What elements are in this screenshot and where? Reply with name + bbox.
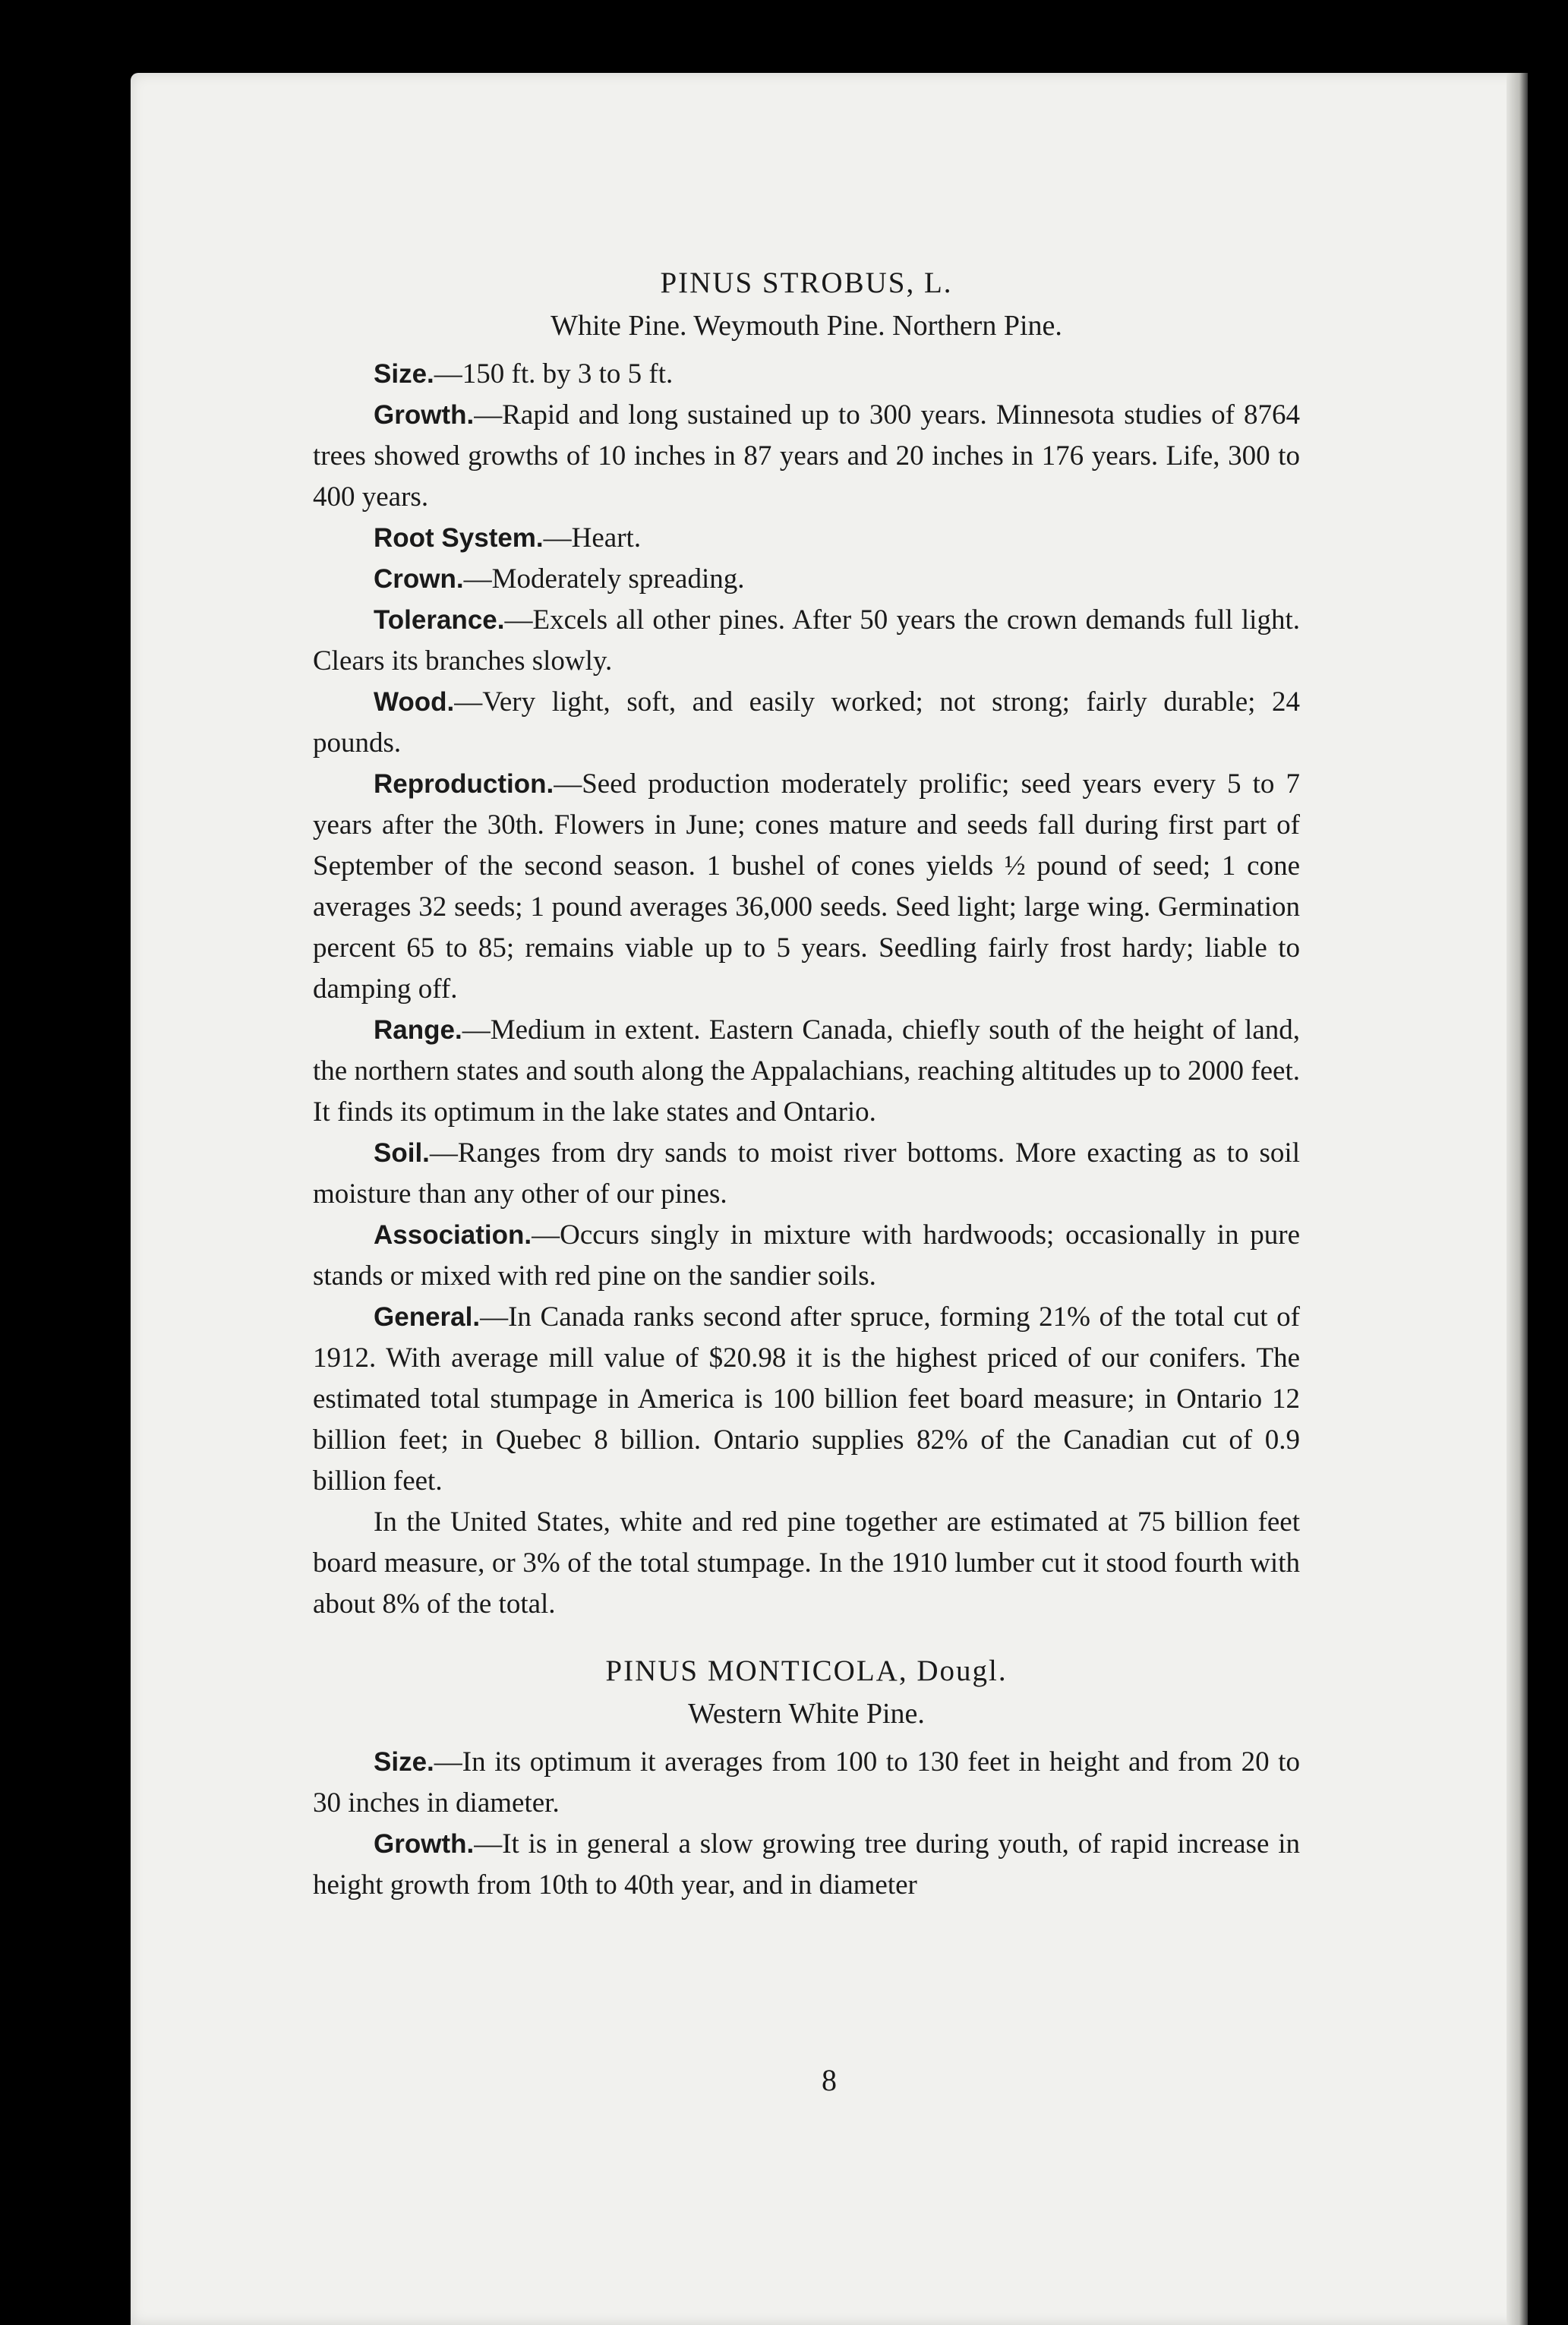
entry-general: [313, 1297, 1300, 1502]
entry-text: —Medium in extent. Eastern Canada, chiefly south of the height of land, the northern states and south along the Appalachians, reaching altitudes up to 2000 feet. It finds its optimum in the lake states and Ontario.: [313, 1014, 1300, 1128]
entry-growth: [313, 395, 1300, 518]
entry-term: Size.: [374, 1747, 434, 1777]
entry-association: [313, 1215, 1300, 1297]
entry-root-system: [313, 518, 1300, 559]
entry-text: In the United States, white and red pine together are estimated at 75 billion feet board measure, or 3% of the total stumpage. In the 1910 lumber cut it stood fourth with about 8% of the total.: [313, 1506, 1300, 1620]
entry-term: Growth.: [374, 1829, 475, 1859]
section-subheading-common-name: Western White Pine.: [688, 1698, 925, 1730]
page-edge: [1506, 73, 1528, 2325]
page-number: 8: [822, 2063, 837, 2097]
entry-text: —In its optimum it averages from 100 to 130 feet in height and from 20 to 30 inches in diameter.: [313, 1746, 1300, 1819]
entry-size: [313, 1742, 1300, 1824]
entry-text: —Very light, soft, and easily worked; not strong; fairly durable; 24 pounds.: [313, 686, 1300, 759]
page-content: [313, 263, 1300, 1906]
entry-text: —Heart.: [543, 522, 642, 554]
entry-term: Range.: [374, 1015, 462, 1045]
entry-wood: [313, 682, 1300, 764]
entry-term: Wood.: [374, 687, 455, 717]
entry-term: Root System.: [374, 523, 544, 553]
entry-term: Association.: [374, 1220, 532, 1250]
entry-range: [313, 1010, 1300, 1133]
entry-term: General.: [374, 1302, 481, 1332]
entry-text: —Moderately spreading.: [463, 563, 745, 595]
entry-text: —Excels all other pines. After 50 years the crown demands full light. Clears its branches slowly.: [313, 604, 1300, 677]
entry-tolerance: [313, 600, 1300, 682]
entry-text: —150 ft. by 3 to 5 ft.: [434, 358, 674, 390]
entry-term: Growth.: [374, 400, 475, 430]
section-subheading-common-names: White Pine. Weymouth Pine. Northern Pine.: [551, 310, 1062, 342]
entry-general-continued: [313, 1502, 1300, 1625]
entry-term: Tolerance.: [374, 605, 505, 635]
entry-reproduction: [313, 764, 1300, 1010]
entry-text: —In Canada ranks second after spruce, forming 21% of the total cut of 1912. With average mill value of $20.98 it is the highest priced of our conifers. The estimated total stumpage in America is 100 billion feet board measure; in Ontario 12 billion feet; in Quebec 8 billion. Ontario supplies 82% of the Canadian cut of 0.9 billion feet.: [313, 1301, 1300, 1497]
entry-term: Soil.: [374, 1138, 430, 1168]
book-page: [131, 73, 1528, 2325]
entry-term: Reproduction.: [374, 769, 554, 799]
section-heading-pinus-monticola: PINUS MONTICOLA, Dougl.: [605, 1655, 1008, 1687]
entry-soil: [313, 1133, 1300, 1215]
entry-size: [313, 354, 1300, 395]
entry-text: —Occurs singly in mixture with hardwoods; occasionally in pure stands or mixed with red pine on the sandier soils.: [313, 1219, 1300, 1292]
entry-text: —Seed production moderately prolific; seed years every 5 to 7 years after the 30th. Flowers in June; cones mature and seeds fall during first part of September of the second season. 1 bushel of cones yields ½ pound of seed; 1 cone averages 32 seeds; 1 pound averages 36,000 seeds. Seed light; large wing. Germination percent 65 to 85; remains viable up to 5 years. Seedling fairly frost hardy; liable to damping off.: [313, 768, 1300, 1005]
entry-growth: [313, 1824, 1300, 1906]
entry-crown: [313, 559, 1300, 600]
entry-term: Size.: [374, 359, 434, 389]
section-heading-pinus-strobus: PINUS STROBUS, L.: [660, 267, 953, 299]
entry-text: —It is in general a slow growing tree during youth, of rapid increase in height growth from 10th to 40th year, and in diameter: [313, 1828, 1300, 1901]
entry-term: Crown.: [374, 564, 464, 594]
entry-text: —Ranges from dry sands to moist river bottoms. More exacting as to soil moisture than any other of our pines.: [313, 1137, 1300, 1210]
entry-text: —Rapid and long sustained up to 300 years. Minnesota studies of 8764 trees showed growths of 10 inches in 87 years and 20 inches in 176 years. Life, 300 to 400 years.: [313, 399, 1300, 513]
